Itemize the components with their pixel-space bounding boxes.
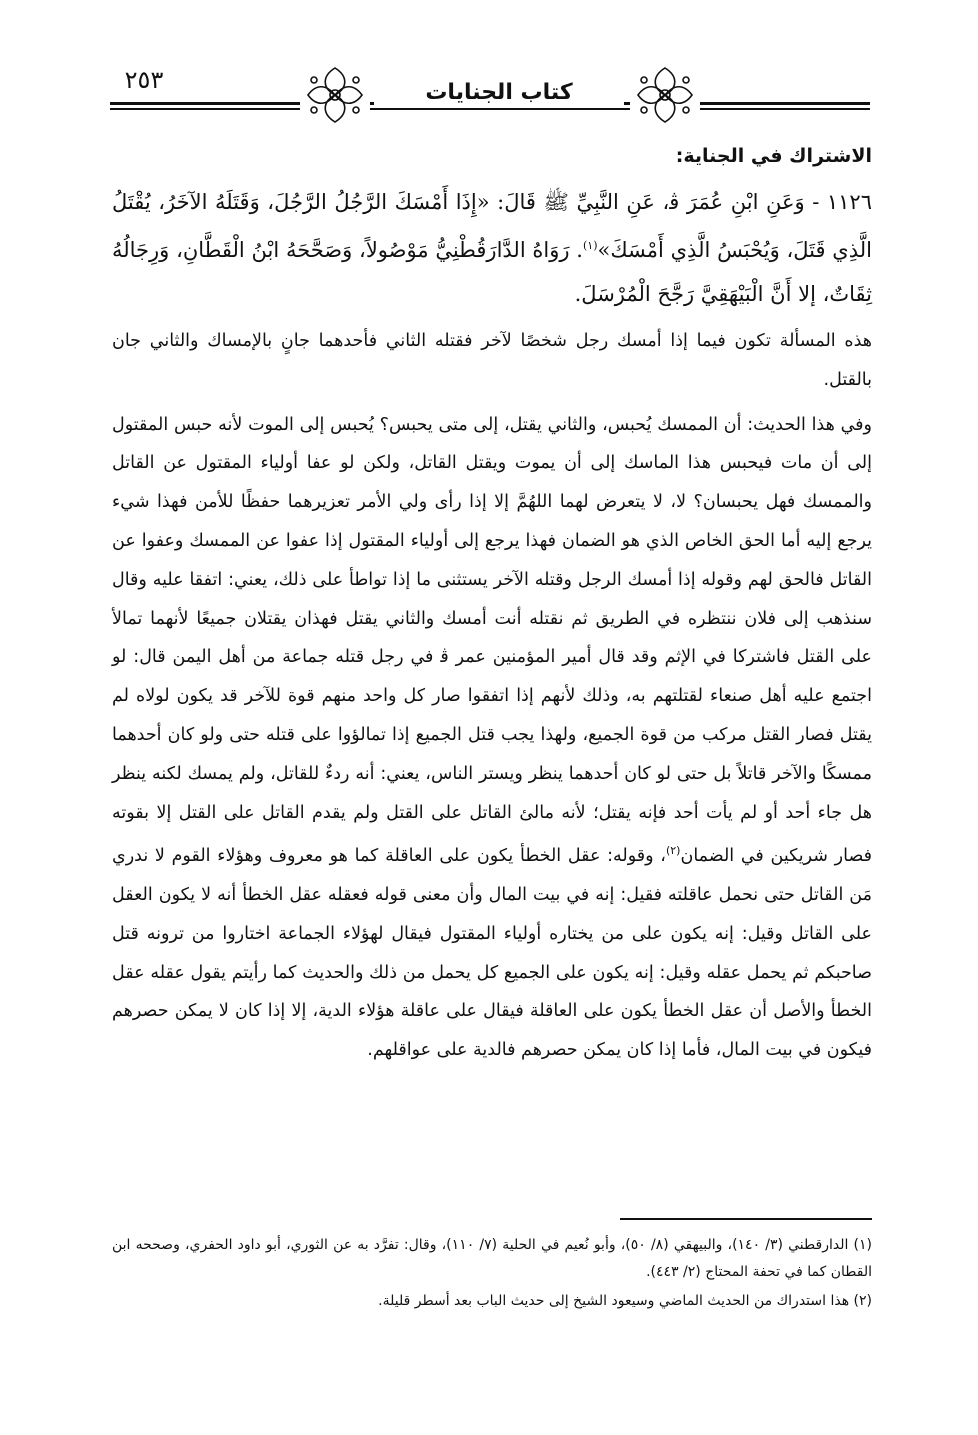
chapter-title: كتاب الجنايات xyxy=(374,80,624,105)
section-heading: الاشتراك في الجناية: xyxy=(675,145,872,167)
footnote-1: (١) الدارقطني (٣/ ١٤٠)، والبيهقي (٨/ ٥٠)، وأبو نُعيم في الحلية (٧/ ١١٠)، وقال: تفرَّد به عن الثوري، أبو داود الحفري، وصححه ابن القطان كما في تحفة المحتاج (٢/ ٤٤٣). xyxy=(112,1237,872,1280)
page-number: ٢٥٣ xyxy=(124,66,164,94)
footnotes xyxy=(112,1232,872,1317)
ornament-right-icon xyxy=(630,62,700,128)
page-header xyxy=(110,62,870,128)
ornament-left-icon xyxy=(300,62,370,128)
header-rule-thin xyxy=(110,108,870,110)
commentary-paragraph-2-part-2: ، وقوله: عقل الخطأ يكون على العاقلة كما هو معروف وهؤلاء القوم لا ندري مَن القاتل حتى نحمل عاقلته فقيل: إنه في بيت المال وأن معنى قوله فعقله عقل الخطأ أنه لا يكون العقل على القاتل وقيل: إنه يكون على من يختاره أولياء المقتول فيقال لهؤلاء الجماعة اختاروا من ترونه قتل صاحبكم ثم يحمل عقله وقيل: إنه يكون على الجميع كل يحمل من ذلك والحديث كما رأيتم يقول عقله عقل الخطأ والأصل أن عقل الخطأ يكون على العاقلة فيقال على عاقلة هؤلاء الدية، إلا إذا كان لا يمكن حصرهم فيكون في بيت المال، فأما إذا كان يمكن حصرهم فالدية على عواقلهم. xyxy=(112,846,872,1061)
footnote-marker-1: (١) xyxy=(582,239,598,252)
main-text xyxy=(112,140,872,1070)
hadith-text xyxy=(112,180,872,316)
commentary-paragraph-2 xyxy=(112,406,872,1070)
footnote-marker-2: (٢) xyxy=(665,844,681,858)
commentary-paragraph-1: هذه المسألة تكون فيما إذا أمسك رجل شخصًا لآخر فقتله الثاني فأحدهما جانٍ بالإمساك والثاني جان بالقتل. xyxy=(112,331,872,390)
footnote-separator xyxy=(620,1218,872,1220)
commentary-paragraph-2-part-1: وفي هذا الحديث: أن الممسك يُحبس، والثاني يقتل، إلى متى يحبس؟ يُحبس إلى الموت لأنه حبس المقتول إلى أن مات فيحبس هذا الماسك إلى أن يموت ويقتل القاتل، ولكن لو عفا أولياء المقتول عن القاتل والممسك فهل يحبسان؟ لا، لا يتعرض لهما اللهُمَّ إلا إذا رأى ولي الأمر تعزيرهما حفظًا للأمن فهذا شيء يرجع إليه أما الحق الخاص الذي هو الضمان فهذا يرجع إلى أولياء المقتول إذا عفوا عن الممسك وعفوا عن القاتل فالحق لهم وقوله إذا أمسك الرجل وقتله الآخر يستثنى ما إذا تواطأ على ذلك، يعني: اتفقا عليه وقال سنذهب إلى فلان ننتظره في الطريق ثم نقتله أنت أمسك والثاني يقتل فهذان يقتلان جميعًا لأنهما تمالأ على القتل فاشتركا في الإثم وقد قال أمير المؤمنين عمر ﭬ في رجل قتله جماعة من أهل اليمن قال: لو اجتمع عليه أهل صنعاء لقتلتهم به، وذلك لأنهم إذا اتفقوا صار كل واحد منهم قوة للآخر قد يكون لولاه لم يقتل فصار القتل مركب من قوة الجميع، ولهذا يجب قتل الجميع إذا تمالؤوا على قتله حتى ولو كان أحدهما ممسكًا والآخر قاتلاً بل حتى لو كان أحدهما ينظر ويستر الناس، يعني: أنه ردءٌ للقاتل، ولم يمسك لكنه ينظر هل جاء أحد أو لم يأت أحد فإنه يقتل؛ لأنه مالئ القاتل على القتل ولم يقدم القاتل على القتل إلا بقوته فصار شريكين في الضمان xyxy=(112,414,872,867)
commentary xyxy=(112,322,872,1070)
footnote-2: (٢) هذا استدراك من الحديث الماضي وسيعود الشيخ إلى حديث الباب بعد أسطر قليلة. xyxy=(378,1293,872,1309)
hadith-body: ١١٢٦ - وَعَنِ ابْنِ عُمَرَ ﭬ، عَنِ النَّبِيِّ ﷺ قَالَ: «إِذَا أَمْسَكَ الرَّجُلُ الرَّجُلَ، وَقَتَلَهُ الآخَرُ، يُقْتَلُ الَّذِي قَتَلَ، وَيُحْبَسُ الَّذِي أَمْسَكَ» xyxy=(112,190,872,262)
hadith-source: . رَوَاهُ الدَّارَقُطْنِيُّ مَوْصُولاً، وَصَحَّحَهُ ابْنُ الْقَطَّانِ، وَرِجَالُهُ ثِقَاتٌ، إلا أَنَّ الْبَيْهَقِيَّ رَجَّحَ الْمُرْسَلَ. xyxy=(112,238,872,306)
